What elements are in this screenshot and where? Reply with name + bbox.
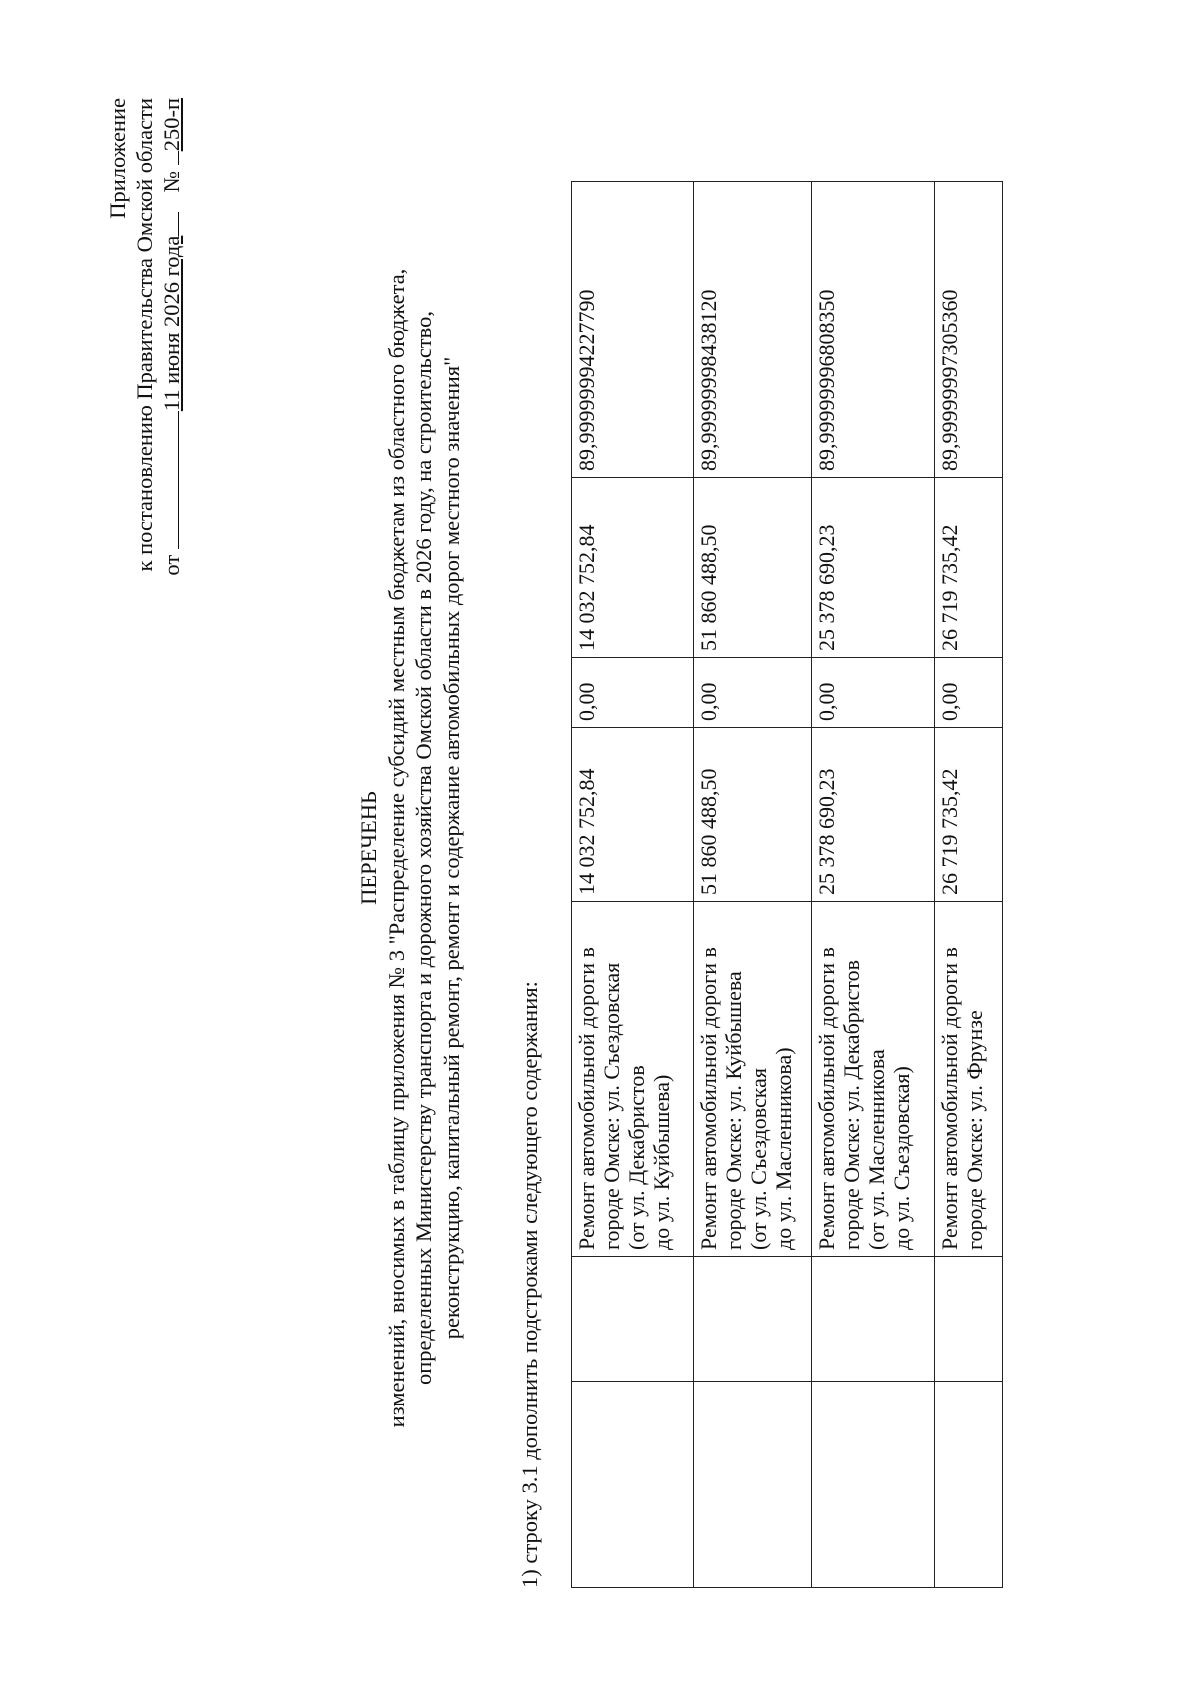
title-line-1: изменений, вносимых в таблицу приложения № 3 "Распределение субсидий местным бюджетам из областного бюджета,: [383, 268, 409, 1428]
local-amount-cell: 0,00: [812, 658, 935, 728]
road-description-cell: Ремонт автомобильной дороги в городе Омске: ул. Съездовская (от ул. Декабристов до ул. Куйбышева): [572, 902, 694, 1257]
share-percent-cell: 89,99999996808350: [812, 182, 935, 478]
appendix-number: 250-п: [159, 98, 184, 152]
document-title: [355, 108, 465, 1588]
date-blank-right: [178, 212, 179, 236]
table-cell-empty: [572, 1382, 694, 1588]
table-cell-empty: [935, 1382, 1003, 1588]
appendix-reference: к постановлению Правительства Омской области: [132, 98, 157, 572]
local-amount-cell: 0,00: [572, 658, 694, 728]
table-cell-empty: [694, 1382, 812, 1588]
local-amount-cell: 0,00: [935, 658, 1003, 728]
appendix-date-line: [158, 98, 185, 1628]
table-row: [572, 182, 694, 1588]
regional-amount-cell: 25 378 690,23: [812, 478, 935, 658]
share-percent-cell: 89,99999994227790: [572, 182, 694, 478]
share-percent-cell: 89,99999997305360: [935, 182, 1003, 478]
document-page: [50, 68, 1150, 1628]
table-cell-empty: [812, 1382, 935, 1588]
total-amount-cell: 14 032 752,84: [572, 728, 694, 902]
date-blank-left: [178, 411, 179, 549]
total-amount-cell: 25 378 690,23: [812, 728, 935, 902]
road-description-cell: Ремонт автомобильной дороги в городе Омске: ул. Фрунзе: [935, 902, 1003, 1257]
table-cell-empty: [935, 1257, 1003, 1382]
road-description-cell: Ремонт автомобильной дороги в городе Омске: ул. Декабристов (от ул. Масленникова до ул. Съездовская): [812, 902, 935, 1257]
share-percent-cell: 89,99999998438120: [694, 182, 812, 478]
regional-amount-cell: 14 032 752,84: [572, 478, 694, 658]
table-cell-empty: [812, 1257, 935, 1382]
title-heading: ПЕРЕЧЕНЬ: [356, 791, 381, 905]
title-line-2: определенных Министерству транспорта и дорожного хозяйства Омской области в 2026 году, на строительство,: [411, 311, 436, 1386]
total-amount-cell: 51 860 488,50: [694, 728, 812, 902]
regional-amount-cell: 26 719 735,42: [935, 478, 1003, 658]
appendix-date: 11 июня 2026 года: [159, 235, 184, 412]
number-sign: №: [159, 170, 184, 193]
local-amount-cell: 0,00: [694, 658, 812, 728]
subsidy-table: [571, 181, 1003, 1588]
table-cell-empty: [572, 1257, 694, 1382]
table-row: [812, 182, 935, 1588]
regional-amount-cell: 51 860 488,50: [694, 478, 812, 658]
date-prefix: от: [159, 554, 184, 576]
table-row: [694, 182, 812, 1588]
appendix-label: Приложение: [105, 98, 130, 219]
appendix-header: [104, 98, 185, 1628]
number-blank-left: [178, 151, 179, 165]
table-cell-empty: [694, 1257, 812, 1382]
clause-text: 1) строку 3.1 дополнить подстроками следующего содержания:: [517, 981, 542, 1588]
title-line-3: реконструкцию, капитальный ремонт, ремонт и содержание автомобильных дорог местного значения": [438, 356, 464, 1340]
table-row: [935, 182, 1003, 1588]
road-description-cell: Ремонт автомобильной дороги в городе Омске: ул. Куйбышева (от ул. Съездовская до ул. Масленникова): [694, 902, 812, 1257]
total-amount-cell: 26 719 735,42: [935, 728, 1003, 902]
